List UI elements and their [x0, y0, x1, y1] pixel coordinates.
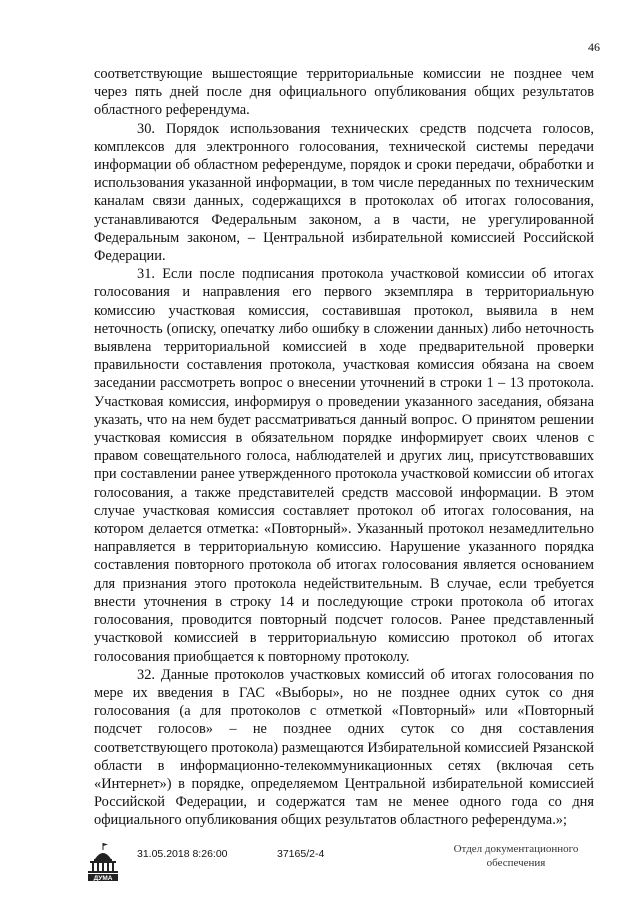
paragraph-31: 31. Если после подписания протокола участковой комиссии об итогах голосования и направления его первого экземпляра в территориальную комиссию участковая комиссия, составившая протокол, выявила в нем неточность (описку, опечатку либо ошибку в сложении данных) либо неточность выявлена территориальной комиссией в ходе предварительной проверки правильности составления протокола, участковая комиссия обязана на своем заседании рассмотреть вопрос о внесении уточнений в строки 1 – 13 протокола. Участковая комиссия, информируя о проведении указанного заседания, обязана указать, что на нем будет рассматриваться данный вопрос. О принятом решении участковая комиссия в обязательном порядке информирует своих членов с правом совещательного голоса, наблюдателей и других лиц, присутствовавших при составлении ранее утвержденного протокола участковой комиссии об итогах голосования, а также представителей средств массовой информации. В этом случае участковая комиссия составляет протокол об итогах голосования, на котором делается отметка: «Повторный». Указанный протокол незамедлительно направляется в территориальную комиссию. Нарушение указанного порядка составления повторного протокола об итогах голосования является основанием для признания этого протокола недействительным. В случае, если требуется внести уточнения в строку 14 и последующие строки протокола об итогах голосования, проводится повторный подсчет голосов. Ранее представленный участковой комиссией в территориальную комиссию протокол об итогах голосования приобщается к повторному протоколу.	[94, 266, 594, 665]
paragraph-32: 32. Данные протоколов участковых комиссий об итогах голосования по мере их введения в ГАС «Выборы», но не позднее одних суток со дня голосования (а для протоколов с отметкой «Повторный» или «Повторный подсчет голосов» – не позднее одних суток со дня составления соответствующего протокола) размещаются Избирательной комиссией Рязанской области в информационно-телекоммуникационных сетях (включая сеть «Интернет») в порядке, определяемом Центральной избирательной комиссией Российской Федерации, и содержатся там не менее одного года со дня официального опубликования общих результатов областного референдума.»;	[94, 666, 594, 829]
page-footer	[0, 842, 640, 892]
department-line-1: Отдел документационного	[453, 843, 579, 855]
department-stamp	[446, 842, 586, 870]
document-number: 37165/2-4	[277, 848, 325, 860]
paragraph-continuation: соответствующие вышестоящие территориальные комиссии не позднее чем через пять дней после дня официального опубликования общих результатов областного референдума.	[94, 66, 594, 119]
svg-text:ДУМА: ДУМА	[93, 875, 113, 882]
document-body	[94, 65, 594, 830]
page-number: 46	[588, 40, 600, 54]
timestamp: 31.05.2018 8:26:00	[137, 848, 228, 860]
duma-logo-icon	[86, 842, 120, 882]
department-line-2: обеспечения	[486, 857, 546, 869]
paragraph-30: 30. Порядок использования технических средств подсчета голосов, комплексов для электронного голосования, технической системы передачи информации об областном референдуме, порядок и сроки передачи, обработки и использования указанной информации, в том числе переданных по техническим каналам связи данных, содержащихся в протоколах об итогах голосования, устанавливаются Федеральным законом, а в части, не урегулированной Федеральным законом, – Центральной избирательной комиссией Российской Федерации.	[94, 120, 594, 265]
